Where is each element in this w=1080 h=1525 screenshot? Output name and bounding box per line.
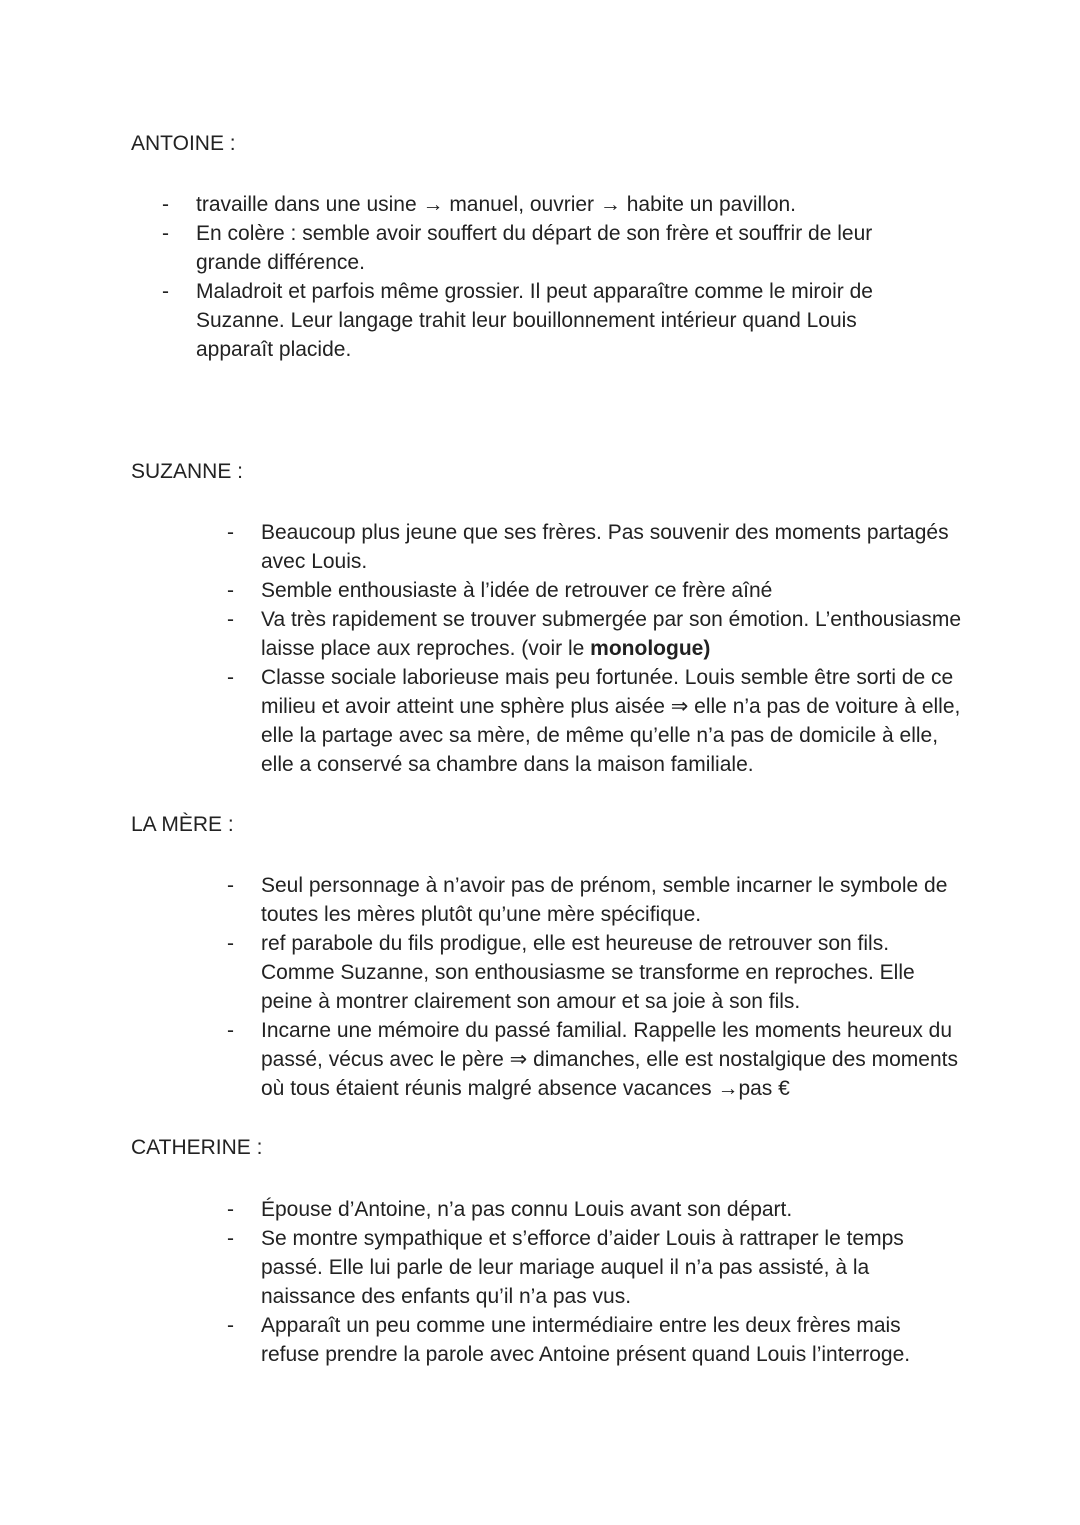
list-item [227, 605, 961, 663]
list-item [162, 190, 916, 219]
bullet-dash: - [227, 874, 234, 897]
list-item [227, 663, 961, 779]
bullet-dash: - [162, 193, 169, 216]
item-text: ref parabole du fils prodigue, elle est heureuse de retrouver son fils. Comme Suzanne, son enthousiasme se transforme en reproches. Elle peine à montrer clairement son amour et sa joie à son fils. [261, 932, 915, 1013]
bullet-dash: - [227, 932, 234, 955]
list-item [227, 871, 961, 929]
list-item [227, 1195, 961, 1224]
item-text: Incarne une mémoire du passé familial. Rappelle les moments heureux du passé, vécus avec le père ⇒ dimanches, elle est nostalgique des moments où tous étaient réunis malgré absence vacances →pas € [261, 1019, 958, 1100]
list-item [227, 518, 961, 576]
list-suzanne [227, 518, 961, 779]
list-item [227, 1016, 961, 1103]
item-text: Maladroit et parfois même grossier. Il peut apparaître comme le miroir de Suzanne. Leur langage trahit leur bouillonnement intérieur quand Louis apparaît placide. [196, 280, 873, 361]
list-item [227, 576, 961, 605]
heading-la-mere: LA MÈRE : [131, 813, 234, 836]
bullet-dash: - [227, 608, 234, 631]
bullet-dash: - [227, 521, 234, 544]
item-text: travaille dans une usine → manuel, ouvrier → habite un pavillon. [196, 193, 797, 216]
bullet-dash: - [227, 1227, 234, 1250]
item-text: Épouse d’Antoine, n’a pas connu Louis avant son départ. [261, 1198, 793, 1221]
bold-keyword: monologue) [590, 637, 711, 660]
item-text: Apparaît un peu comme une intermédiaire entre les deux frères mais refuse prendre la parole avec Antoine présent quand Louis l’interroge. [261, 1314, 911, 1366]
list-item [162, 277, 916, 364]
list-item [227, 1311, 961, 1369]
bullet-dash: - [227, 1314, 234, 1337]
item-text: Beaucoup plus jeune que ses frères. Pas souvenir des moments partagés avec Louis. [261, 521, 949, 573]
list-la-mere [227, 871, 961, 1103]
list-item [162, 219, 916, 277]
list-item [227, 929, 961, 1016]
heading-antoine: ANTOINE : [131, 132, 236, 155]
bullet-dash: - [162, 222, 169, 245]
bullet-dash: - [162, 280, 169, 303]
item-text: Se montre sympathique et s’efforce d’aider Louis à rattraper le temps passé. Elle lui parle de leur mariage auquel il n’a pas assisté, à la naissance des enfants qu’il n’a pas vus. [261, 1227, 904, 1308]
bullet-dash: - [227, 1019, 234, 1042]
heading-catherine: CATHERINE : [131, 1136, 263, 1159]
list-catherine [227, 1195, 961, 1369]
item-text: Seul personnage à n’avoir pas de prénom, semble incarner le symbole de toutes les mères plutôt qu’une mère spécifique. [261, 874, 948, 926]
item-text: En colère : semble avoir souffert du départ de son frère et souffrir de leur grande différence. [196, 222, 873, 274]
item-text: Classe sociale laborieuse mais peu fortunée. Louis semble être sorti de ce milieu et avoir atteint une sphère plus aisée ⇒ elle n’a pas de voiture à elle, elle la partage avec sa mère, de même qu’elle n’a pas de domicile à elle, elle a conservé sa chambre dans la maison familiale. [261, 666, 961, 776]
item-text: Va très rapidement se trouver submergée par son émotion. L’enthousiasme laisse place aux reproches. (voir le [261, 608, 961, 660]
bullet-dash: - [227, 579, 234, 602]
list-item [227, 1224, 961, 1311]
item-text: Semble enthousiaste à l’idée de retrouver ce frère aîné [261, 579, 773, 602]
bullet-dash: - [227, 666, 234, 689]
list-antoine [162, 190, 916, 364]
bullet-dash: - [227, 1198, 234, 1221]
heading-suzanne: SUZANNE : [131, 460, 244, 483]
